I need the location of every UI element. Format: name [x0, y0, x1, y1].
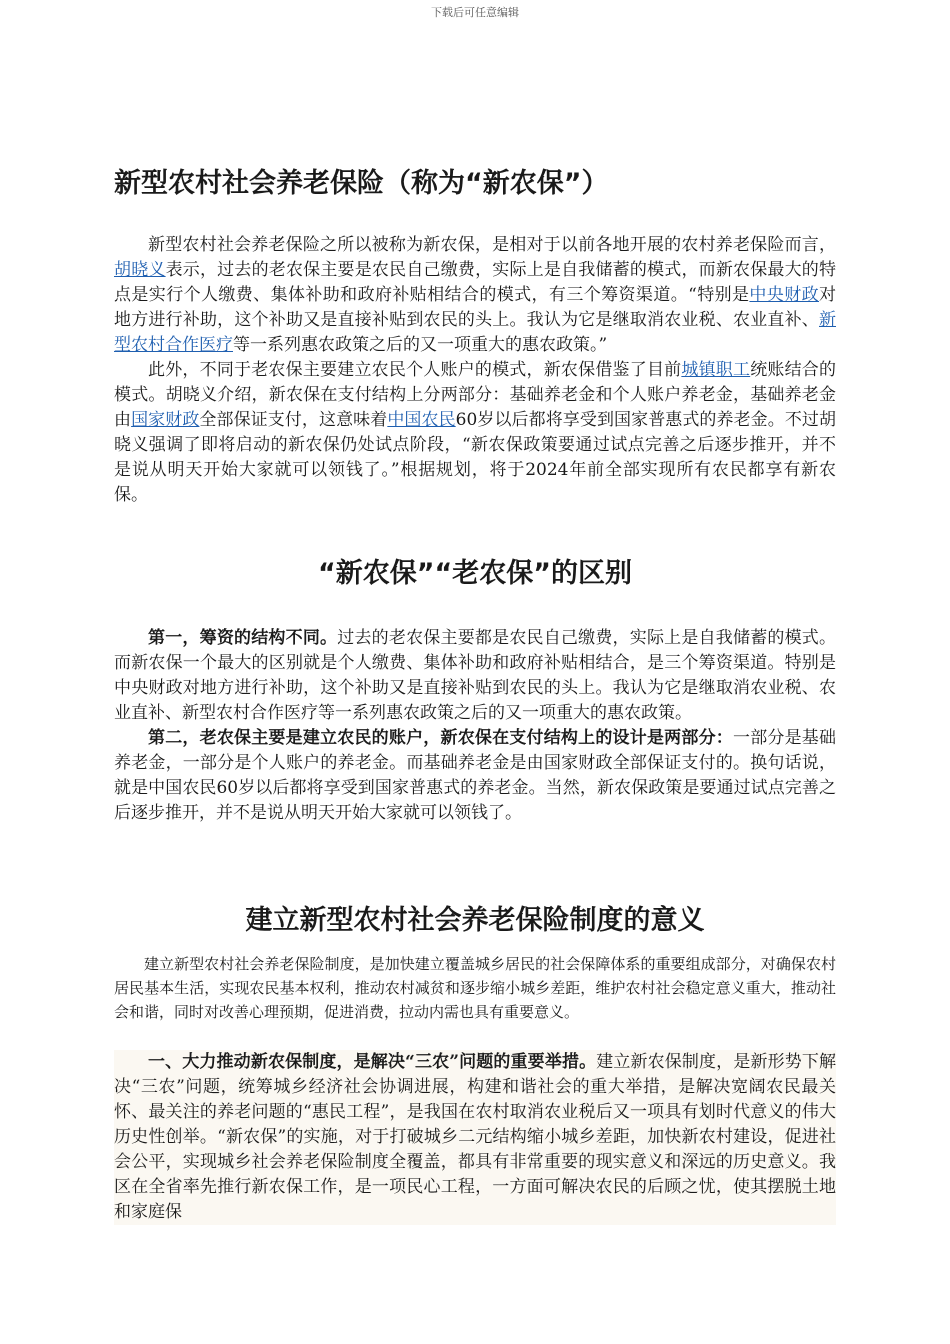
section-title-significance: 建立新型农村社会养老保险制度的意义	[245, 905, 705, 936]
section1-body	[114, 233, 836, 508]
paragraph: 第二，老农保主要是建立农民的账户，新农保在支付结构上的设计是两部分：一部分是基础养老金，一部分是个人账户的养老金。而基础养老金是由国家财政全部保证支付的。换句话说，就是中国农民60岁以后都将享受到国家普惠式的养老金。当然，新农保政策是要通过试点完善之后逐步推开，并不是说从明天开始大家就可以领钱了。	[114, 728, 837, 823]
link-hu-xiaoyi[interactable]: 胡晓义	[114, 260, 166, 280]
link-central-finance[interactable]: 中央财政	[749, 285, 819, 305]
section3-body	[114, 1050, 836, 1225]
page-header-note: 下载后可任意编辑	[431, 6, 519, 19]
paragraph: 建立新型农村社会养老保险制度，是加快建立覆盖城乡居民的社会保障体系的重要组成部分，对确保农村居民基本生活，实现农民基本权利，推动农村减贫和逐步缩小城乡差距，维护农村社会稳定意义重大，推动社会和谐，同时对改善心理预期，促进消费，拉动内需也具有重要意义。	[114, 955, 836, 1021]
paragraph: 此外，不同于老农保主要建立农民个人账户的模式，新农保借鉴了目前城镇职工统账结合的模式。胡晓义介绍，新农保在支付结构上分两部分：基础养老金和个人账户养老金，基础养老金由国家财政全部保证支付，这意味着中国农民60岁以后都将享受到国家普惠式的养老金。不过胡晓义强调了即将启动的新农保仍处试点阶段，“新农保政策要通过试点完善之后逐步推开，并不是说从明天开始大家就可以领钱了。”根据规划，将于2024年前全部实现所有农民都享有新农保。	[114, 360, 837, 505]
link-chinese-farmers[interactable]: 中国农民	[387, 410, 456, 430]
paragraph: 新型农村社会养老保险之所以被称为新农保，是相对于以前各地开展的农村养老保险而言，胡晓义表示，过去的老农保主要是农民自己缴费，实际上是自我储蓄的模式，而新农保最大的特点是实行个人缴费、集体补助和政府补贴相结合的模式，有三个筹资渠道。“特别是中央财政对地方进行补助，这个补助又是直接补贴到农民的头上。我认为它是继取消农业税、农业直补、新型农村合作医疗等一系列惠农政策之后的又一项重大的惠农政策。”	[114, 235, 837, 355]
link-national-finance[interactable]: 国家财政	[131, 410, 200, 430]
section-title-new-rural-pension: 新型农村社会养老保险（称为“新农保”）	[114, 168, 609, 199]
paragraph: 一、大力推动新农保制度，是解决“三农”问题的重要举措。建立新农保制度，是新形势下解决“三农”问题，统筹城乡经济社会协调进展，构建和谐社会的重大举措，是解决宽阔农民最关怀、最关注的养老问题的“惠民工程”，是我国在农村取消农业税后又一项具有划时代意义的伟大历史性创举。“新农保”的实施，对于打破城乡二元结构缩小城乡差距，加快新农村建设，促进社会公平，实现城乡社会养老保险制度全覆盖，都具有非常重要的现实意义和深远的历史意义。我区在全省率先推行新农保工作，是一项民心工程，一方面可解决农民的后顾之忧，使其摆脱土地和家庭保	[114, 1052, 836, 1222]
section2-body	[114, 626, 836, 826]
section-title-differences: “新农保”“老农保”的区别	[318, 558, 632, 589]
paragraph: 第一，筹资的结构不同。过去的老农保主要都是农民自己缴费，实际上是自我储蓄的模式。而新农保一个最大的区别就是个人缴费、集体补助和政府补贴相结合，是三个筹资渠道。特别是中央财政对地方进行补助，这个补助又是直接补贴到农民的头上。我认为它是继取消农业税、农业直补、新型农村合作医疗等一系列惠农政策之后的又一项重大的惠农政策。	[114, 628, 837, 723]
section3-intro	[114, 952, 836, 1024]
link-rural-cooperative-medical[interactable]: 新型农村合作医疗	[114, 310, 836, 355]
link-urban-workers[interactable]: 城镇职工	[681, 360, 751, 380]
